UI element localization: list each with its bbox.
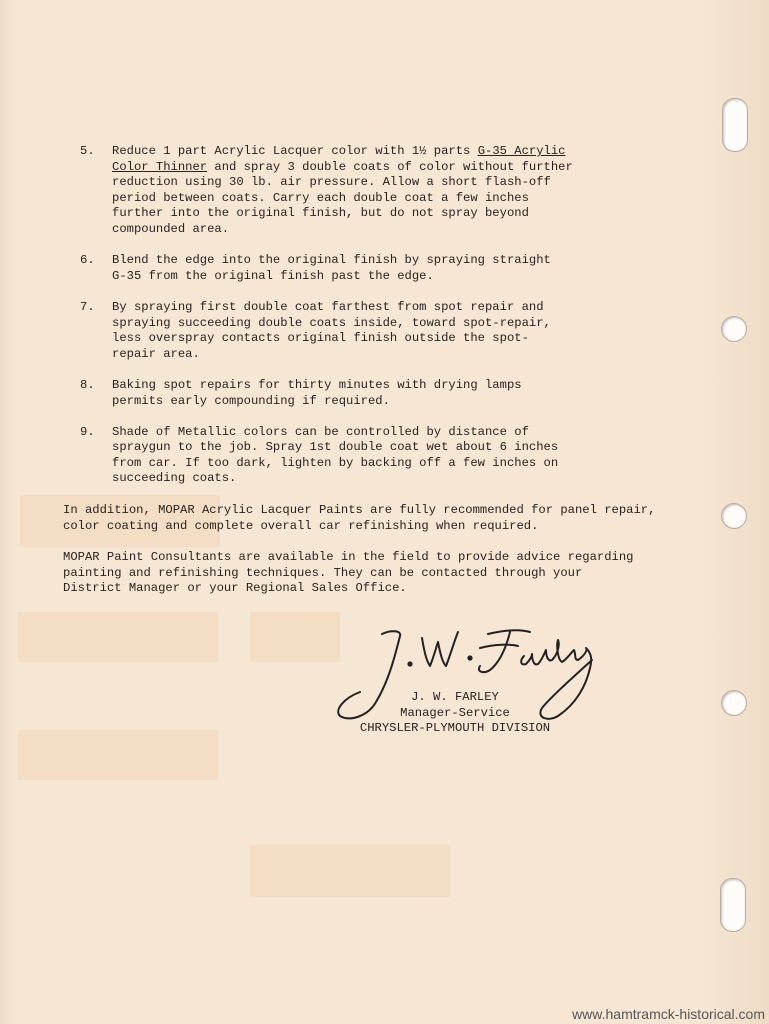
paragraph-recommendation [63,503,713,534]
item-number: 8. [80,377,95,392]
paragraph-line: In addition, MOPAR Acrylic Lacquer Paints are fully recommended for panel repair, [63,503,656,517]
item-line [112,160,620,176]
item-line: Baking spot repairs for thirty minutes with drying lamps [112,377,522,392]
item-line: Blend the edge into the original finish by spraying straight [112,253,551,268]
paragraph-line: MOPAR Paint Consultants are available in the field to provide advice regarding [63,550,634,564]
paragraph-line: color coating and complete overall car refinishing when required. [63,518,539,533]
item-line: By spraying first double coat farthest from spot repair and [112,299,544,314]
paper-stain [250,845,450,897]
item-line: G-35 from the original finish past the edge. [112,268,434,283]
line-text: Reduce 1 part Acrylic Lacquer color with 1½ parts [112,144,478,158]
instruction-item-8 [80,378,620,409]
item-line: succeeding coats. [112,471,237,486]
signatory-name: J. W. FARLEY [411,690,499,704]
paper-stain [250,612,340,662]
line-text: and spray 3 double coats of color without further [207,159,573,174]
binder-hole [721,503,747,529]
item-number: 7. [80,299,95,314]
instruction-item-6 [80,253,620,284]
item-line: spraying succeeding double coats inside, toward spot-repair, [112,315,551,330]
item-line: reduction using 30 lb. air pressure. Allow a short flash-off [112,175,551,190]
product-reference: G-35 Acrylic [477,144,566,158]
signature-block [350,690,560,737]
item-line: period between coats. Carry each double coat a few inches [112,190,529,205]
paragraph-consultants [63,550,713,597]
item-line: less overspray contacts original finish outside the spot- [112,331,529,346]
item-line [112,144,620,160]
paragraph-line: District Manager or your Regional Sales Office. [63,581,407,596]
item-line: spraygun to the job. Spray 1st double coat wet about 6 inches [112,440,559,455]
signatory-division: CHRYSLER-PLYMOUTH DIVISION [359,721,551,736]
item-line: from car. If too dark, lighten by backing off a few inches on [112,455,559,470]
instruction-item-9 [80,425,620,487]
instruction-item-5 [80,144,620,238]
item-number: 5. [80,144,95,158]
paper-stain [18,730,218,780]
paper-stain [18,612,218,662]
item-number: 6. [80,253,95,268]
item-line: permits early compounding if required. [112,393,390,408]
product-reference: Color Thinner [112,159,208,174]
binder-hole-bottom [720,878,746,932]
signatory-title: Manager-Service [400,705,510,720]
item-number: 9. [80,424,95,439]
binder-hole-top [722,98,748,152]
paragraph-line: painting and refinishing techniques. They can be contacted through your [63,565,583,580]
binder-hole [721,690,747,716]
item-line: Shade of Metallic colors can be controlled by distance of [112,424,529,439]
numbered-instructions [80,144,620,487]
binder-hole [721,316,747,342]
source-watermark: www.hamtramck-historical.com [572,1006,765,1022]
item-line: further into the original finish, but do not spray beyond [112,206,529,221]
instruction-item-7 [80,300,620,362]
item-line: repair area. [112,346,200,361]
item-line: compounded area. [112,221,230,236]
